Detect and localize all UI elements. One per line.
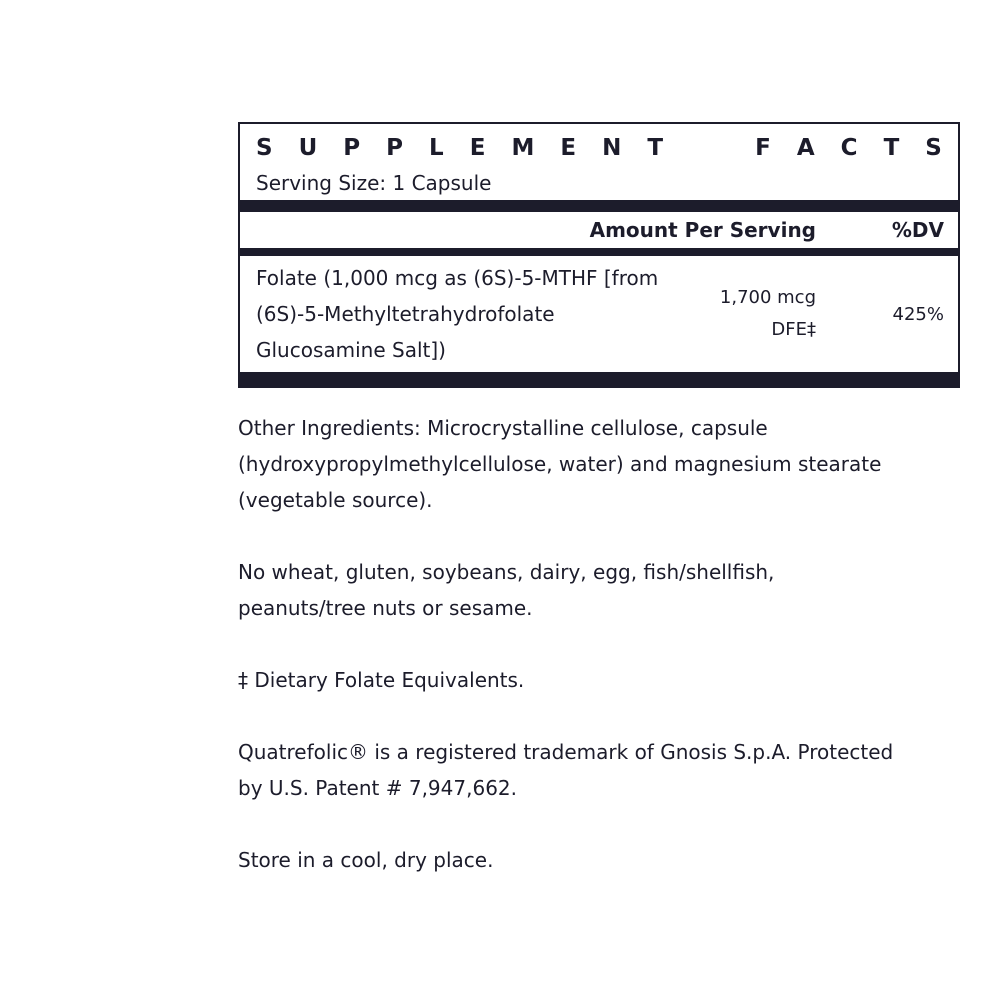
title-letter: M xyxy=(511,135,535,161)
dfe-footnote: ‡ Dietary Folate Equivalents. xyxy=(238,668,525,692)
title-letter: P xyxy=(386,135,404,161)
other-ingredients-line: (hydroxypropylmethylcellulose, water) and magnesium stearate xyxy=(238,452,882,476)
storage-instructions: Store in a cool, dry place. xyxy=(238,848,494,872)
title-letter: N xyxy=(602,135,622,161)
divider-thick xyxy=(240,200,958,212)
allergen-line: No wheat, gluten, soybeans, dairy, egg, fish/shellfish, xyxy=(238,560,775,584)
trademark-line: Quatrefolic® is a registered trademark of Gnosis S.p.A. Protected xyxy=(238,740,894,764)
nutrient-name-line: Folate (1,000 mcg as (6S)-5-MTHF [from xyxy=(256,266,659,290)
facts-header-row xyxy=(240,212,958,248)
trademark-line: by U.S. Patent # 7,947,662. xyxy=(238,776,517,800)
other-ingredients xyxy=(238,410,978,518)
title-letter: C xyxy=(840,135,858,161)
title-letter: E xyxy=(469,135,486,161)
nutrient-amount-value: 1,700 mcg xyxy=(719,287,816,308)
title-letter: P xyxy=(343,135,361,161)
supplement-facts-title xyxy=(240,124,958,166)
title-letter: E xyxy=(560,135,577,161)
supplement-facts-panel xyxy=(238,122,960,388)
nutrient-name xyxy=(240,260,706,368)
trademark-notice xyxy=(238,734,978,806)
nutrient-amount xyxy=(706,282,874,346)
nutrient-amount-unit: DFE‡ xyxy=(771,319,816,340)
allergen-line: peanuts/tree nuts or sesame. xyxy=(238,596,533,620)
divider-medium xyxy=(240,248,958,256)
nutrient-name-line: (6S)-5-Methyltetrahydrofolate xyxy=(256,302,555,326)
title-letter: S xyxy=(256,135,273,161)
title-letter: S xyxy=(925,135,942,161)
title-letter: U xyxy=(298,135,318,161)
amount-per-serving-header: Amount Per Serving xyxy=(589,218,816,242)
title-letter: F xyxy=(755,135,771,161)
daily-value-header: %DV xyxy=(891,218,944,242)
divider-bottom xyxy=(240,372,958,386)
nutrient-row-folate xyxy=(240,256,958,372)
nutrient-daily-value: 425% xyxy=(892,303,944,325)
product-notes xyxy=(238,410,978,914)
other-ingredients-line: Other Ingredients: Microcrystalline cellulose, capsule xyxy=(238,416,768,440)
title-letter: L xyxy=(429,135,444,161)
title-letter: T xyxy=(883,135,900,161)
other-ingredients-line: (vegetable source). xyxy=(238,488,433,512)
title-letter: T xyxy=(647,135,664,161)
title-letter: A xyxy=(796,135,815,161)
serving-size: Serving Size: 1 Capsule xyxy=(256,171,492,195)
allergen-statement xyxy=(238,554,978,626)
nutrient-name-line: Glucosamine Salt]) xyxy=(256,338,446,362)
